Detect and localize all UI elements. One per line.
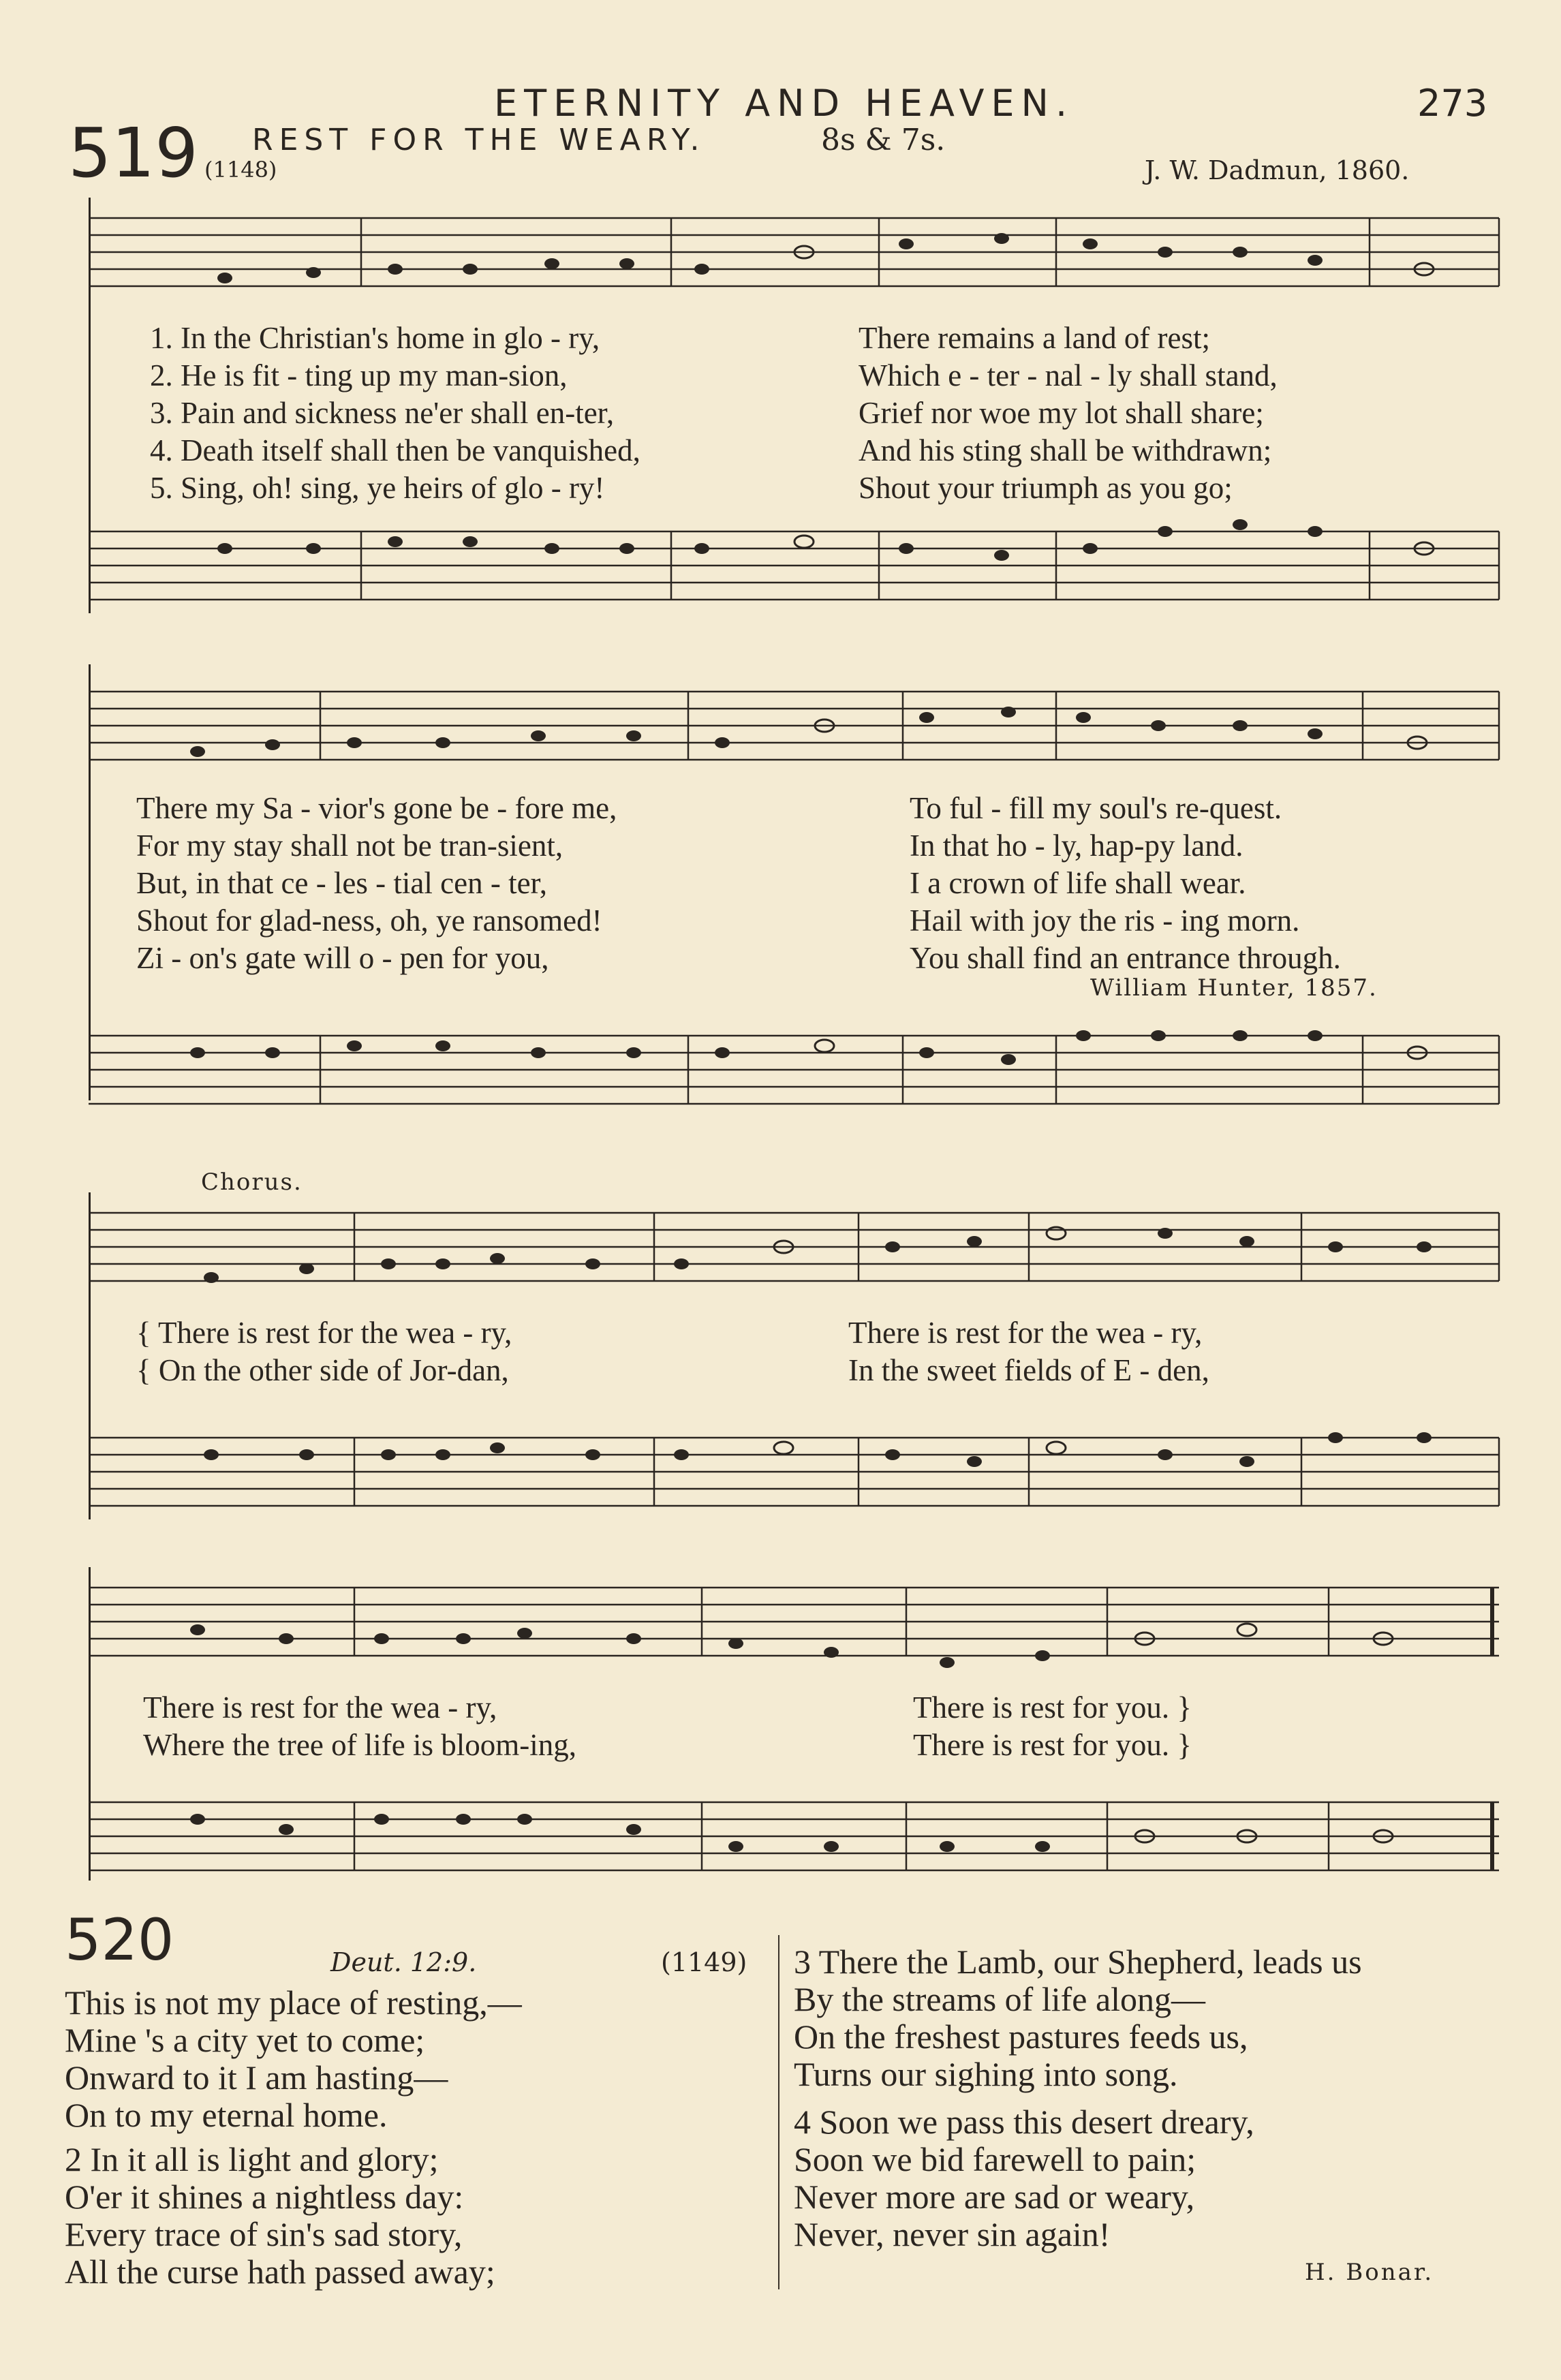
lyric-left: But, in that ce - les - tial cen - ter,: [136, 866, 547, 900]
lyric-left: 2. He is fit - ting up my man-sion,: [150, 358, 568, 392]
poem-line: Soon we bid farewell to pain;: [794, 2140, 1196, 2178]
hymn-number: 519: [68, 113, 198, 193]
poem-line: Never more are sad or weary,: [794, 2178, 1195, 2216]
lyric-right: In the sweet fields of E - den,: [848, 1353, 1209, 1387]
lyric-left: 1. In the Christian's home in glo - ry,: [150, 321, 600, 355]
section-header: ETERNITY AND HEAVEN.: [494, 82, 1075, 125]
lyric-right: To ful - fill my soul's re-quest.: [910, 791, 1282, 825]
poem-line: Turns our sighing into song.: [794, 2055, 1178, 2093]
poem-line: This is not my place of resting,—: [65, 1983, 522, 2022]
tune-reference: (1149): [661, 1947, 747, 1977]
poem-line: By the streams of life along—: [794, 1980, 1206, 2018]
lyric-right: There remains a land of rest;: [859, 321, 1211, 355]
author-credit: H. Bonar.: [1305, 2259, 1434, 2286]
poem-line: On to my eternal home.: [65, 2096, 388, 2134]
hymn-number: 520: [65, 1906, 174, 1973]
chorus-label: Chorus.: [201, 1169, 303, 1196]
lyric-right: Which e - ter - nal - ly shall stand,: [859, 358, 1278, 392]
poem-line: Mine 's a city yet to come;: [65, 2021, 425, 2059]
poem-line: Onward to it I am hasting—: [65, 2058, 448, 2097]
lyric-left: For my stay shall not be tran-sient,: [136, 829, 563, 863]
poem-line: All the curse hath passed away;: [65, 2253, 495, 2291]
lyric-left: There my Sa - vior's gone be - fore me,: [136, 791, 617, 825]
composer-credit: J. W. Dadmun, 1860.: [1145, 155, 1410, 185]
lyric-right: You shall find an entrance through.: [910, 941, 1341, 975]
lyric-left: Shout for glad-ness, oh, ye ransomed!: [136, 903, 602, 938]
lyric-left: Zi - on's gate will o - pen for you,: [136, 941, 549, 975]
poem-line: O'er it shines a nightless day:: [65, 2178, 464, 2216]
page-number: 273: [1417, 82, 1488, 125]
lyric-left: There is rest for the wea - ry,: [143, 1690, 497, 1725]
poem-line: 2 In it all is light and glory;: [65, 2140, 439, 2178]
poem-line: 3 There the Lamb, our Shepherd, leads us: [794, 1943, 1362, 1981]
lyric-right: There is rest for you. }: [913, 1728, 1192, 1762]
lyric-left: 4. Death itself shall then be vanquished,: [150, 433, 640, 467]
column-divider: [778, 1935, 779, 2289]
lyric-right: Shout your triumph as you go;: [859, 471, 1233, 505]
lyric-left: { On the other side of Jor-dan,: [136, 1353, 509, 1387]
lyric-right: I a crown of life shall wear.: [910, 866, 1246, 900]
lyric-left: Where the tree of life is bloom-ing,: [143, 1728, 577, 1762]
scripture-reference: Deut. 12:9.: [330, 1947, 477, 1977]
poem-line: 4 Soon we pass this desert dreary,: [794, 2103, 1254, 2141]
hymn-meter: 8s & 7s.: [821, 123, 946, 157]
lyric-left: { There is rest for the wea - ry,: [136, 1316, 512, 1350]
lyric-right: Hail with joy the ris - ing morn.: [910, 903, 1300, 938]
lyric-right: Grief nor woe my lot shall share;: [859, 396, 1264, 430]
lyric-right: And his sting shall be withdrawn;: [859, 433, 1272, 467]
poem-line: Never, never sin again!: [794, 2215, 1111, 2253]
lyric-right: In that ho - ly, hap-py land.: [910, 829, 1243, 863]
lyric-right: There is rest for you. }: [913, 1690, 1192, 1725]
poet-credit: William Hunter, 1857.: [1090, 974, 1378, 1002]
poem-line: On the freshest pastures feeds us,: [794, 2018, 1248, 2056]
hymn-title: REST FOR THE WEARY.: [252, 123, 706, 157]
poem-line: Every trace of sin's sad story,: [65, 2215, 463, 2253]
lyric-left: 3. Pain and sickness ne'er shall en-ter,: [150, 396, 615, 430]
lyric-right: There is rest for the wea - ry,: [848, 1316, 1203, 1350]
lyric-left: 5. Sing, oh! sing, ye heirs of glo - ry!: [150, 471, 605, 505]
tune-reference: (1148): [204, 157, 277, 183]
